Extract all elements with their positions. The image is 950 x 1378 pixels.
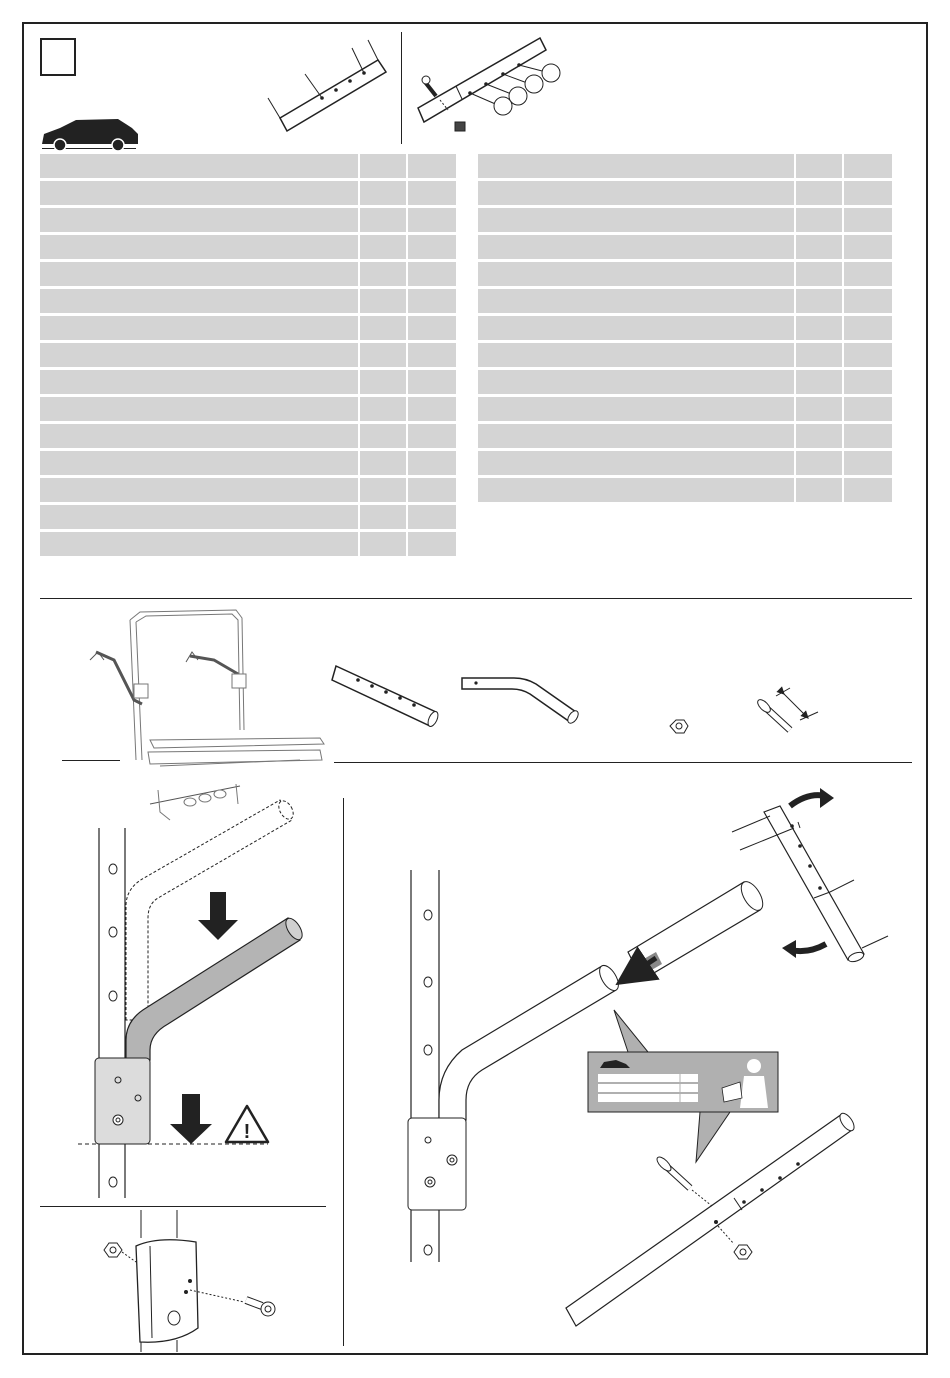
extension-tube-positions — [418, 38, 560, 131]
part-nut — [670, 720, 688, 733]
extension-tube-insert — [628, 878, 767, 980]
down-arrow-icon — [170, 892, 238, 1144]
car-silhouette-icon — [42, 119, 138, 151]
bracket-bolt-detail — [104, 1210, 275, 1352]
part-straight-tube — [332, 666, 440, 728]
extension-tube-small — [268, 40, 386, 131]
extension-tube-rotate — [732, 788, 888, 963]
manual-reference-panel — [588, 1052, 778, 1112]
extension-assembled-detail — [566, 1111, 857, 1326]
warning-triangle-icon — [226, 1106, 268, 1143]
part-bolt — [756, 688, 818, 730]
part-bent-tube — [462, 678, 580, 725]
warning-mark: ! — [243, 1121, 251, 1143]
bike-carrier-overview — [90, 610, 324, 820]
